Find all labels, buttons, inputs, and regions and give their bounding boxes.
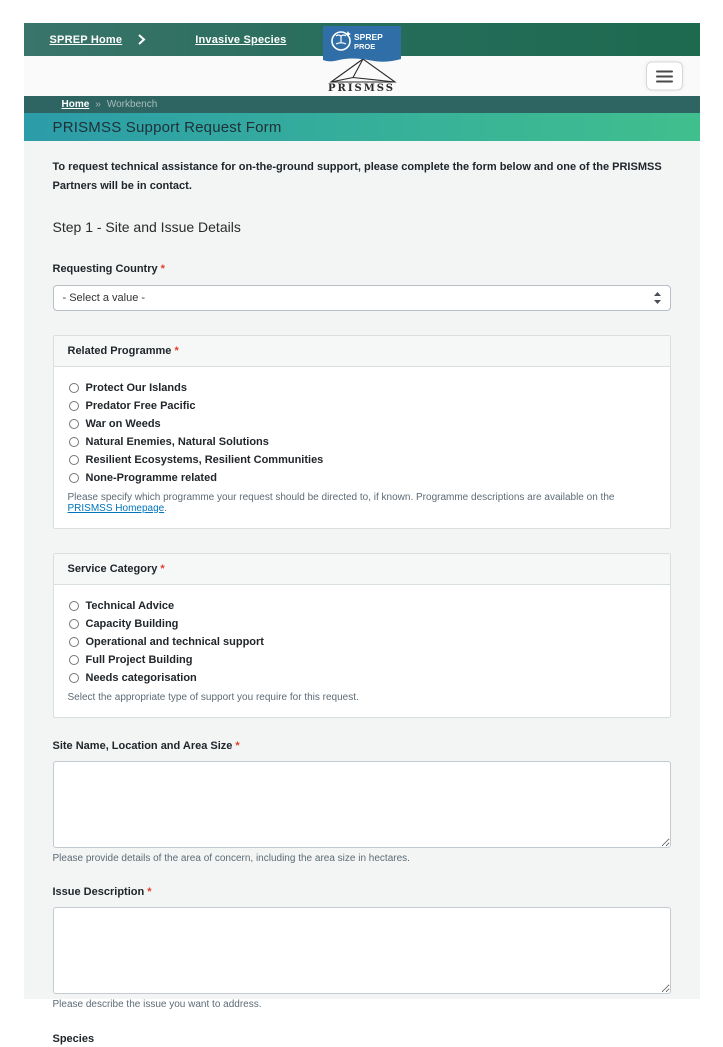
radio-input[interactable] bbox=[69, 619, 79, 629]
radio-label: Predator Free Pacific bbox=[85, 399, 196, 412]
radio-option-none-programme[interactable] bbox=[68, 472, 656, 484]
radio-option-protect-our-islands[interactable] bbox=[68, 382, 656, 394]
sprep-home-link[interactable]: SPREP Home bbox=[49, 33, 123, 46]
radio-option-natural-enemies[interactable] bbox=[68, 436, 656, 448]
radio-input[interactable] bbox=[69, 637, 79, 647]
radio-input[interactable] bbox=[69, 383, 79, 393]
radio-option-war-on-weeds[interactable] bbox=[68, 418, 656, 430]
radio-label: Operational and technical support bbox=[85, 635, 264, 648]
hamburger-icon bbox=[656, 70, 673, 72]
species-label: Species bbox=[52, 1032, 95, 1045]
required-asterisk: * bbox=[160, 262, 165, 275]
page-title: PRISMSS Support Request Form bbox=[52, 118, 282, 136]
radio-option-technical-advice[interactable] bbox=[68, 600, 656, 612]
radio-input[interactable] bbox=[69, 673, 79, 683]
site-name-label: Site Name, Location and Area Size * bbox=[52, 739, 240, 752]
service-category-legend: Service Category * bbox=[54, 554, 670, 585]
breadcrumb-home-link[interactable]: Home bbox=[61, 99, 90, 110]
radio-label: Capacity Building bbox=[85, 617, 179, 630]
radio-input[interactable] bbox=[69, 419, 79, 429]
radio-label: Full Project Building bbox=[85, 653, 193, 666]
breadcrumb-current: Workbench bbox=[106, 99, 158, 110]
intro-text: To request technical assistance for on-the-ground support, please complete the form below and one of the PRISMSS Partners will be in contact. bbox=[52, 161, 662, 193]
page-container bbox=[24, 23, 700, 1045]
requesting-country-field bbox=[53, 263, 671, 311]
species-field bbox=[53, 1033, 671, 1045]
radio-label: Technical Advice bbox=[85, 599, 175, 612]
radio-input[interactable] bbox=[69, 437, 79, 447]
radio-label: Protect Our Islands bbox=[85, 381, 187, 394]
radio-option-capacity-building[interactable] bbox=[68, 618, 656, 630]
radio-input[interactable] bbox=[69, 655, 79, 665]
required-asterisk: * bbox=[235, 739, 240, 752]
sprep-proe-logo[interactable] bbox=[323, 26, 401, 66]
related-programme-legend: Related Programme * bbox=[54, 336, 670, 367]
page-title-band bbox=[24, 113, 700, 141]
radio-input[interactable] bbox=[69, 455, 79, 465]
radio-input[interactable] bbox=[69, 473, 79, 483]
related-programme-group bbox=[53, 335, 671, 529]
radio-option-full-project-building[interactable] bbox=[68, 654, 656, 666]
prismss-logo-text: PRISMSS bbox=[327, 83, 396, 94]
sprep-badge-line2: PROE bbox=[353, 42, 375, 51]
radio-input[interactable] bbox=[69, 601, 79, 611]
sprep-badge-line1: SPREP bbox=[353, 32, 383, 42]
service-category-group bbox=[53, 553, 671, 718]
hamburger-menu-button[interactable] bbox=[646, 62, 683, 91]
form-content bbox=[24, 141, 700, 1045]
step-heading: Step 1 - Site and Issue Details bbox=[52, 218, 241, 235]
radio-option-needs-categorisation[interactable] bbox=[68, 672, 656, 684]
breadcrumb-separator: » bbox=[95, 99, 101, 110]
related-programme-description: Please specify which programme your request should be directed to, if known. Programme descriptions are available on the PRISMSS Homepage. bbox=[67, 491, 615, 514]
top-nav-bar bbox=[24, 23, 700, 56]
service-category-description: Select the appropriate type of support you require for this request. bbox=[67, 691, 359, 703]
prismss-homepage-link[interactable]: PRISMSS Homepage bbox=[67, 502, 165, 514]
radio-option-operational-support[interactable] bbox=[68, 636, 656, 648]
site-name-textarea[interactable] bbox=[53, 761, 671, 848]
chevron-right-icon bbox=[136, 34, 147, 45]
radio-label: Natural Enemies, Natural Solutions bbox=[85, 435, 269, 448]
issue-description-description: Please describe the issue you want to address. bbox=[52, 998, 262, 1010]
required-asterisk: * bbox=[174, 344, 179, 357]
required-asterisk: * bbox=[160, 562, 165, 575]
invasive-species-link[interactable]: Invasive Species bbox=[195, 33, 287, 46]
site-name-description: Please provide details of the area of concern, including the area size in hectares. bbox=[52, 852, 410, 864]
breadcrumb bbox=[24, 96, 700, 113]
requesting-country-label: Requesting Country * bbox=[52, 262, 165, 275]
radio-label: None-Programme related bbox=[85, 471, 217, 484]
required-asterisk: * bbox=[147, 885, 152, 898]
radio-input[interactable] bbox=[69, 401, 79, 411]
site-name-field bbox=[53, 740, 671, 864]
radio-option-predator-free-pacific[interactable] bbox=[68, 400, 656, 412]
radio-label: Needs categorisation bbox=[85, 671, 197, 684]
requesting-country-select[interactable] bbox=[53, 285, 671, 311]
radio-option-resilient-ecosystems[interactable] bbox=[68, 454, 656, 466]
radio-label: War on Weeds bbox=[85, 417, 161, 430]
radio-label: Resilient Ecosystems, Resilient Communities bbox=[85, 453, 324, 466]
issue-description-textarea[interactable] bbox=[53, 907, 671, 994]
issue-description-field bbox=[53, 886, 671, 1010]
issue-description-label: Issue Description * bbox=[52, 885, 152, 898]
